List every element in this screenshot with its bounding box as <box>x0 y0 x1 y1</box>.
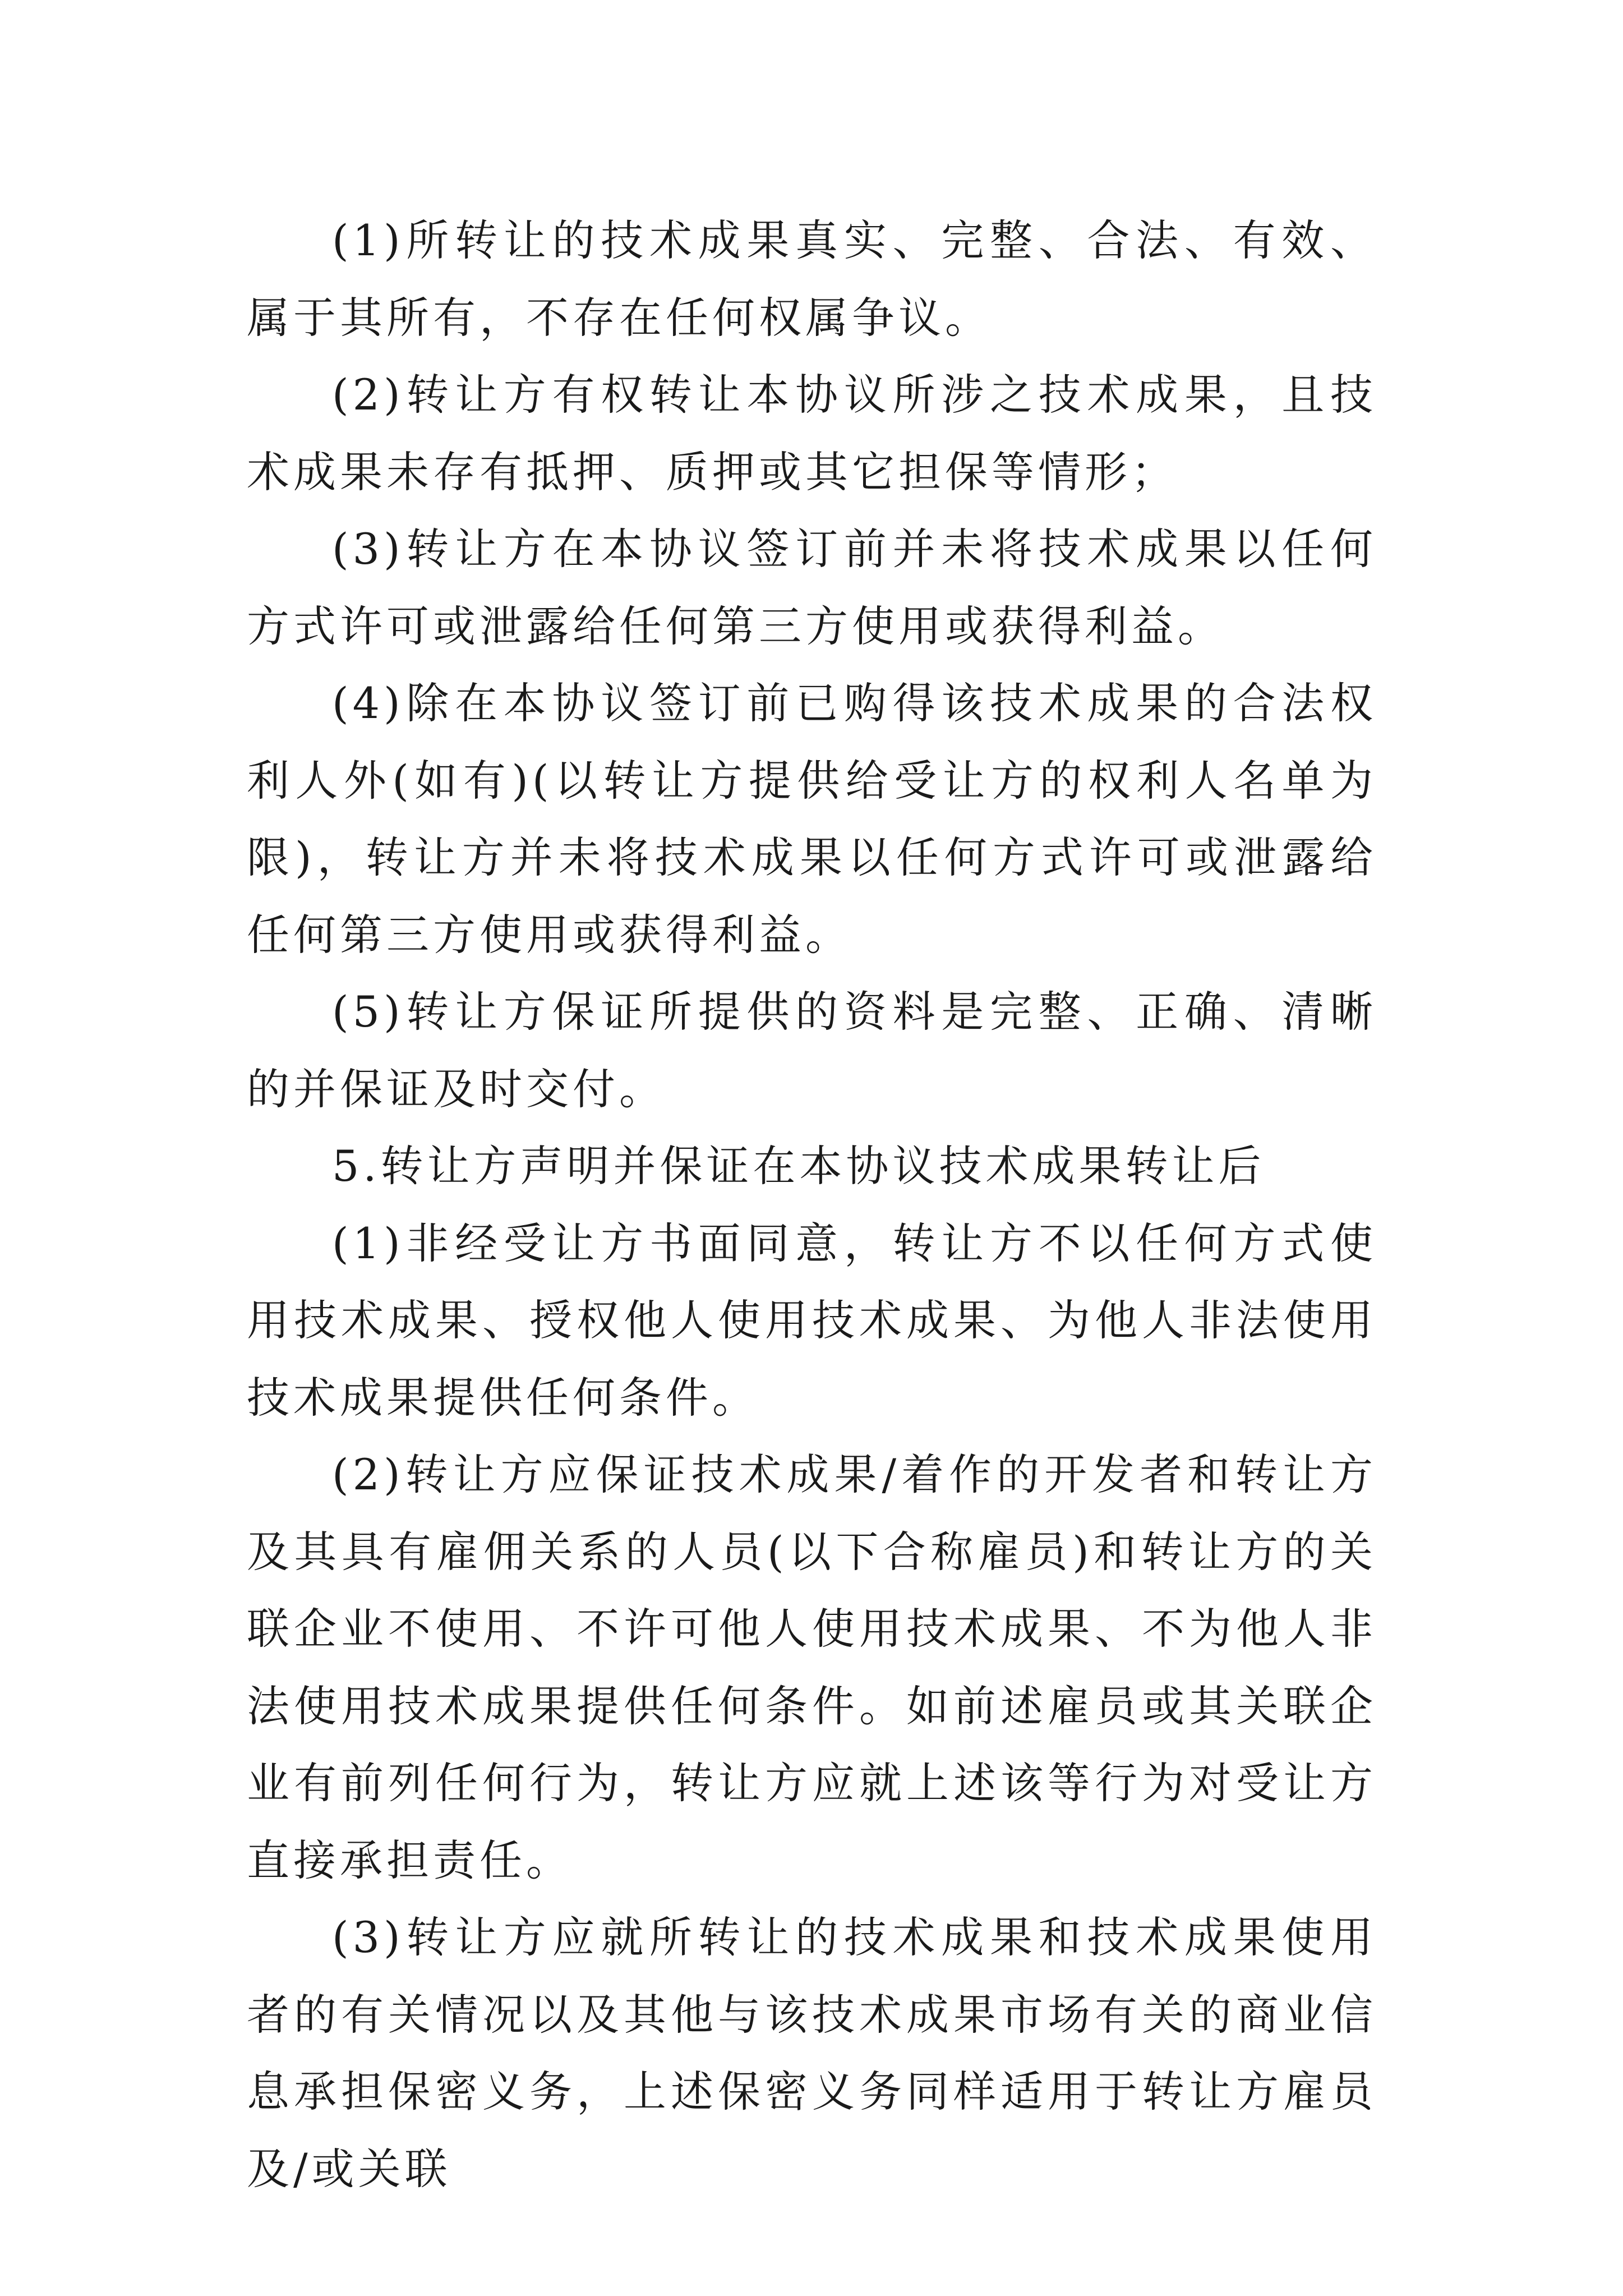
document-page <box>247 202 1377 2207</box>
paragraph-7: (2)转让方应保证技术成果/着作的开发者和转让方及其具有雇佣关系的人员(以下合称雇员)和转让方的关联企业不使用、不许可他人使用技术成果、不为他人非法使用技术成果提供任何条件。如前述雇员或其关联企业有前列任何行为，转让方应就上述该等行为对受让方直接承担责任。 <box>247 1450 1377 1885</box>
paragraph-8: (3)转让方应就所转让的技术成果和技术成果使用者的有关情况以及其他与该技术成果市场有关的商业信息承担保密义务，上述保密义务同样适用于转让方雇员及/或关联 <box>247 1912 1377 2194</box>
paragraph-4: (4)除在本协议签订前已购得该技术成果的合法权利人外(如有)(以转让方提供给受让方的权利人名单为限)，转让方并未将技术成果以任何方式许可或泄露给任何第三方使用或获得利益。 <box>247 678 1377 960</box>
paragraph-5: (5)转让方保证所提供的资料是完整、正确、清晰的并保证及时交付。 <box>247 987 1377 1114</box>
paragraph-1: (1)所转让的技术成果真实、完整、合法、有效、属于其所有，不存在任何权属争议。 <box>247 215 1377 343</box>
paragraph-2: (2)转让方有权转让本协议所涉之技术成果，且技术成果未存有抵押、质押或其它担保等情形； <box>247 370 1377 497</box>
paragraph-3: (3)转让方在本协议签订前并未将技术成果以任何方式许可或泄露给任何第三方使用或获得利益。 <box>247 524 1377 651</box>
paragraph-6: (1)非经受让方书面同意，转让方不以任何方式使用技术成果、授权他人使用技术成果、为他人非法使用技术成果提供任何条件。 <box>247 1218 1377 1423</box>
section-5-heading: 5.转让方声明并保证在本协议技术成果转让后 <box>332 1141 1265 1191</box>
